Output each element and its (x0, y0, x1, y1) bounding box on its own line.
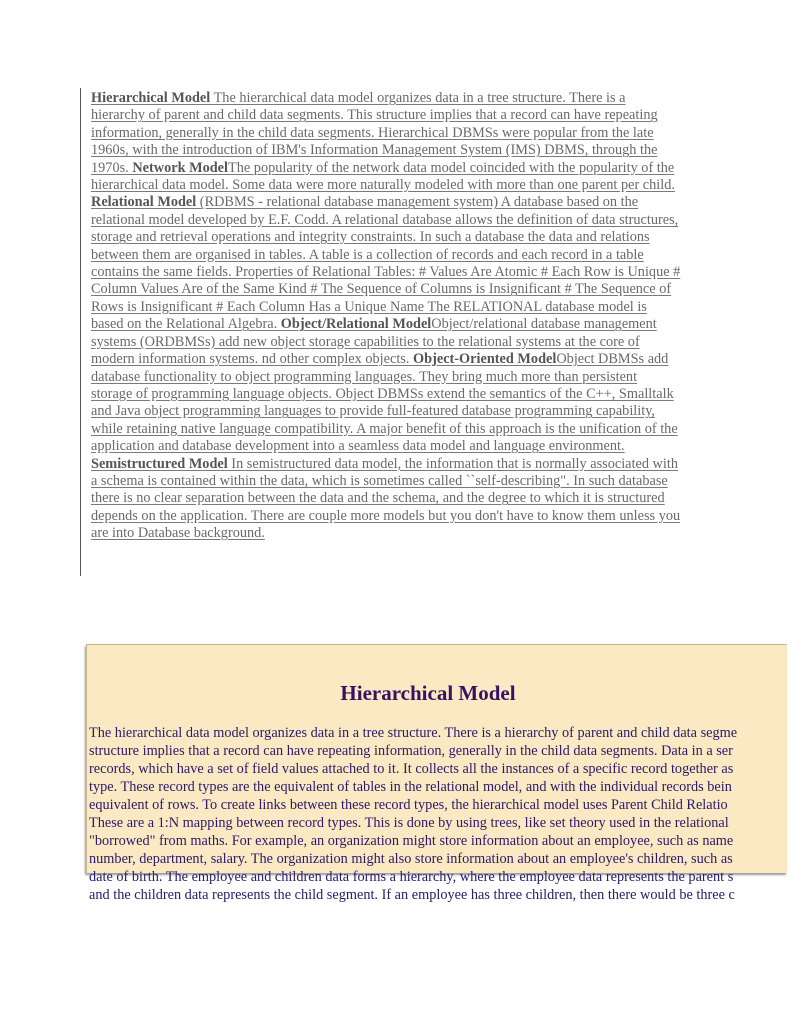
semistructured-model-text: In semistructured data model, the information that is normally associated with a schema is contained within the data, which is sometimes called ``self-describing". In such database there is no clear separation between the data and the schema, and the degree to which it is structured depends on the application. There are couple more models but you don't have to know them unless you are into Database background. (91, 455, 681, 542)
article-body (91, 90, 681, 543)
object-oriented-model-text: Object DBMSs add database functionality to object programming languages. They bring much more than persistent storage of programming language objects. Object DBMSs extend the semantics of the C++, Smalltalk and Java object programming languages to provide full-featured database programming capability, while retaining native language compatibility. A major benefit of this approach is the unification of the application and database development into a seamless data model and language environment. (91, 351, 678, 455)
panel-line: "borrowed" from maths. For example, an organization might store information about an employee, such as name (89, 833, 734, 849)
panel-line: and the children data represents the child segment. If an employee has three children, then there would be three c (89, 887, 735, 903)
relational-model-term: Relational Model (91, 194, 197, 211)
hierarchical-model-text: The hierarchical data model organizes data in a tree structure. There is a hierarchy of parent and child data segments. This structure implies that a record can have repeating information, generally in the child data segments. Hierarchical DBMSs were popular from the late 1960s, with the introduction of IBM's Information Management System (IMS) DBMS, through the 1970s. (91, 90, 658, 176)
object-oriented-model-term: Object-Oriented Model (413, 351, 557, 368)
network-model-term: Network Model (132, 159, 228, 176)
panel-line: type. These record types are the equivalent of tables in the relational model, and with the individual records bein (89, 779, 732, 795)
panel-line: number, department, salary. The organization might also store information about an employee's children, such as (89, 851, 733, 867)
panel-body (89, 724, 809, 904)
object-relational-model-text: Object/relational database management systems (ORDBMSs) add new object storage capabilities to the relational systems at the core of modern information systems. nd other complex objects. (91, 316, 657, 368)
panel-line: The hierarchical data model organizes data in a tree structure. There is a hierarchy of parent and child data segme (89, 725, 738, 741)
relational-model-text: (RDBMS - relational database management system) A database based on the relational model developed by E.F. Codd. A relational database allows the definition of data structures, storage and retrieval operations and integrity constraints. In such a database the data and relations between them are organised in tables. A table is a collection of records and each record in a table contains the same fields. Properties of Relational Tables: # Values Are Atomic # Each Row is Unique # Column Values Are of the Same Kind # The Sequence of Columns is Insignificant # The Sequence of Rows is Insignificant # Each Column Has a Unique Name The RELATIONAL database model is based on the Relational Algebra. (91, 194, 681, 333)
hierarchical-model-panel (86, 644, 787, 903)
semistructured-model-term: Semistructured Model (91, 455, 228, 472)
hierarchical-model-term: Hierarchical Model (91, 90, 211, 106)
panel-line: structure implies that a record can have repeating information, generally in the child data segments. Data in a ser (89, 743, 733, 759)
panel-line: equivalent of rows. To create links between these record types, the hierarchical model uses Parent Child Relatio (89, 797, 728, 813)
panel-heading: Hierarchical Model (340, 681, 516, 705)
database-models-article (80, 88, 681, 576)
object-relational-model-term: Object/Relational Model (280, 316, 432, 333)
panel-line: date of birth. The employee and children data forms a hierarchy, where the employee data represents the parent s (89, 869, 734, 885)
panel-line: records, which have a set of field values attached to it. It collects all the instances of a specific record together as (89, 761, 734, 777)
network-model-text: The popularity of the network data model coincided with the popularity of the hierarchical data model. Some data were more naturally modeled with more than one parent per child. (91, 159, 675, 194)
panel-line: These are a 1:N mapping between record types. This is done by using trees, like set theory used in the relational (89, 815, 729, 831)
